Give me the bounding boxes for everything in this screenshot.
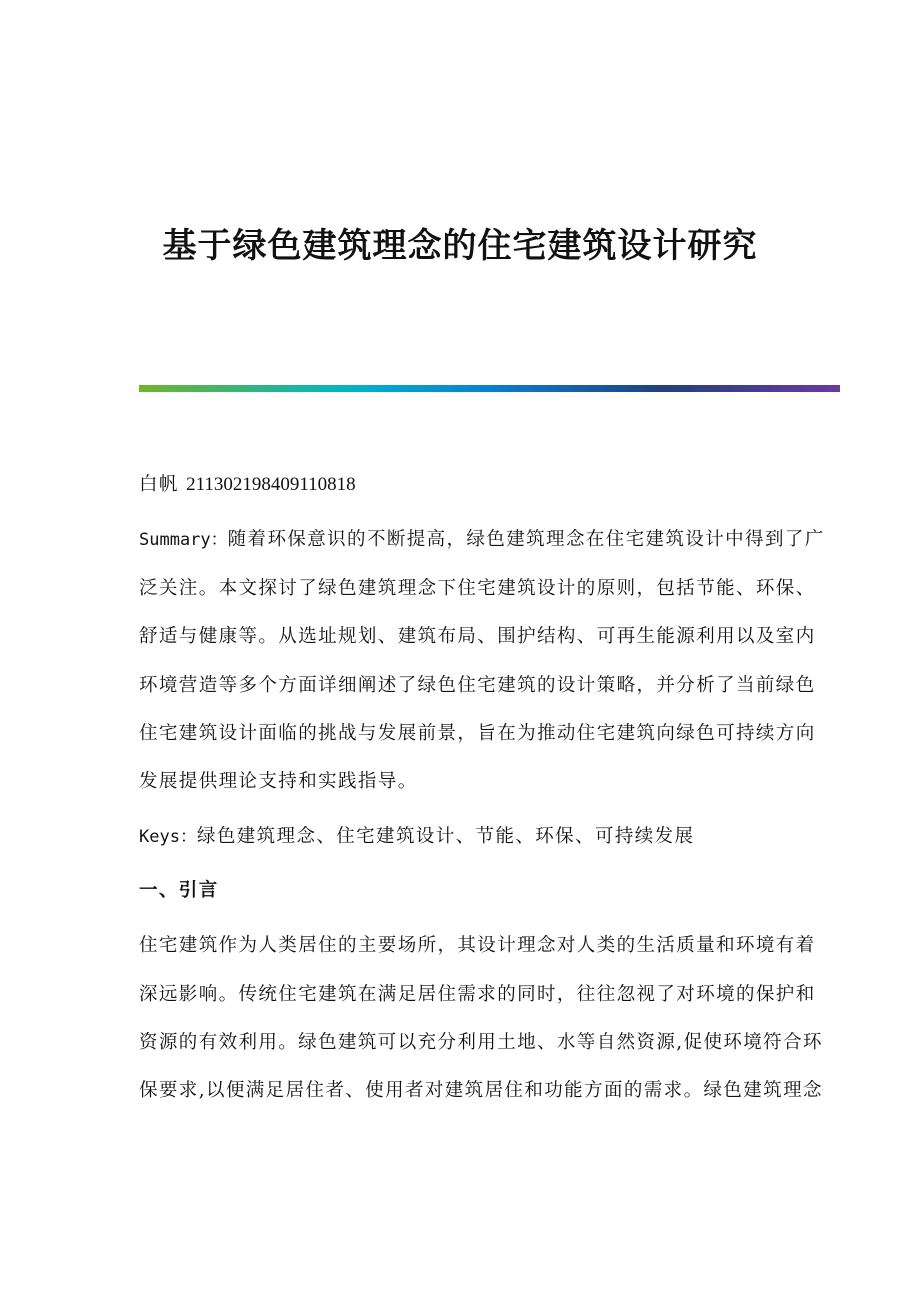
keys-label: Keys： (139, 827, 197, 847)
author-line (139, 473, 356, 497)
summary-line: 泛关注。本文探讨了绿色建筑理念下住宅建筑设计的原则，包括节能、环保、 (139, 578, 816, 599)
paragraph-line: 住宅建筑作为人类居住的主要场所，其设计理念对人类的生活质量和环境有着 (139, 935, 816, 956)
author-id: 211302198409110818 (186, 474, 356, 495)
section-heading: 一、引言 (139, 880, 219, 901)
summary-line (139, 528, 825, 552)
summary-line: 发展提供理论支持和实践指导。 (139, 771, 418, 792)
keywords-line (139, 825, 694, 849)
document-title: 基于绿色建筑理念的住宅建筑设计研究 (162, 226, 758, 266)
summary-text: 随着环保意识的不断提高，绿色建筑理念在住宅建筑设计中得到了广 (227, 529, 825, 550)
summary-line: 住宅建筑设计面临的挑战与发展前景，旨在为推动住宅建筑向绿色可持续方向 (139, 723, 816, 744)
summary-line: 舒适与健康等。从选址规划、建筑布局、围护结构、可再生能源利用以及室内 (139, 626, 816, 647)
title-divider (139, 385, 840, 392)
paragraph-line: 资源的有效利用。绿色建筑可以充分利用土地、水等自然资源,促使环境符合环 (139, 1032, 823, 1053)
paragraph-line: 保要求,以便满足居住者、使用者对建筑居住和功能方面的需求。绿色建筑理念 (139, 1080, 823, 1101)
summary-line: 环境营造等多个方面详细阐述了绿色住宅建筑的设计策略，并分析了当前绿色 (139, 675, 816, 696)
summary-label: Summary： (139, 530, 228, 550)
paragraph-line: 深远影响。传统住宅建筑在满足居住需求的同时，往往忽视了对环境的保护和 (139, 984, 816, 1005)
author-name: 白帆 (139, 474, 179, 495)
keys-text: 绿色建筑理念、住宅建筑设计、节能、环保、可持续发展 (196, 826, 695, 847)
